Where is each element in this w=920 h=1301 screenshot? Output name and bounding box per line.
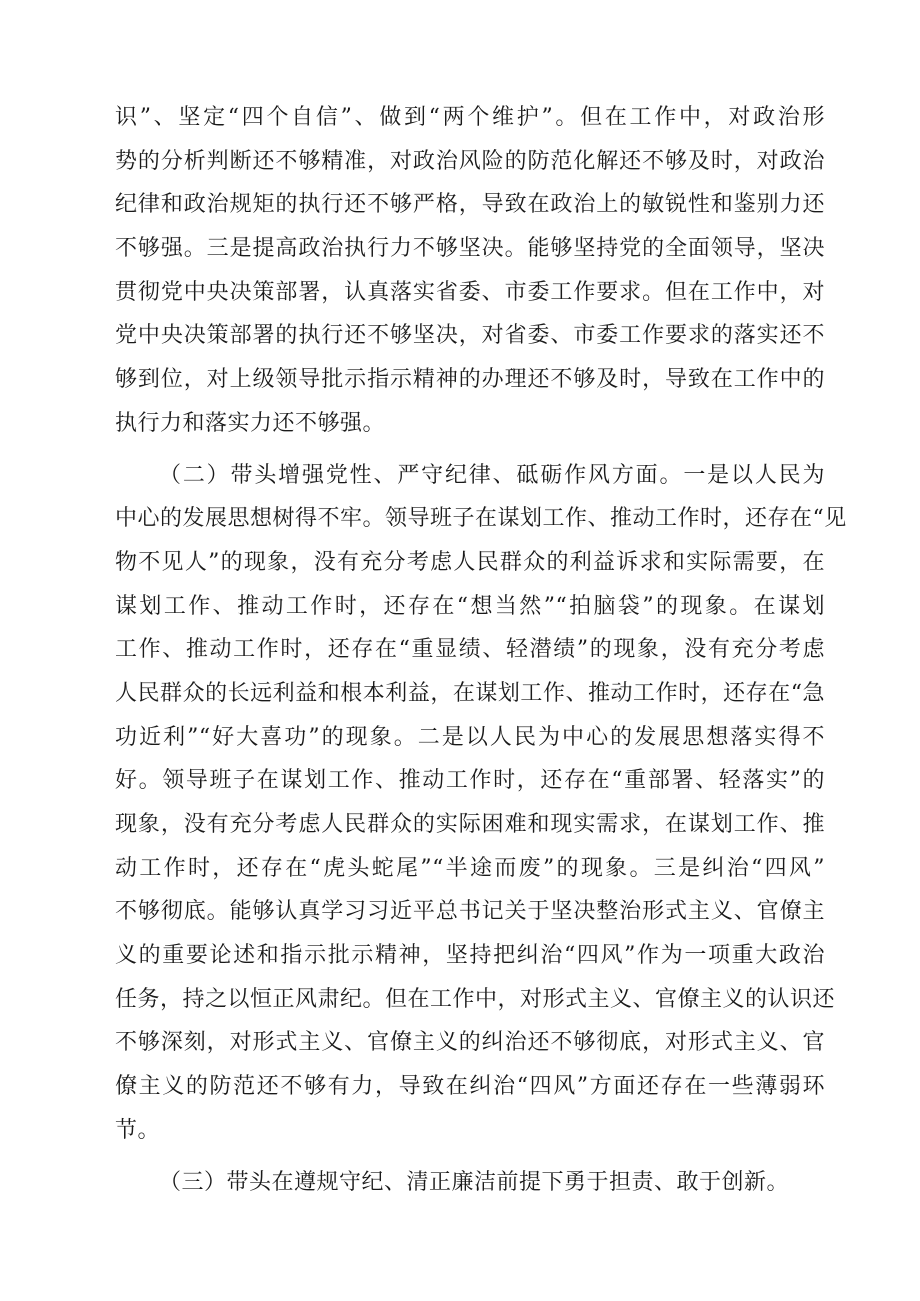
paragraph-line: 任务，持之以恒正风肃纪。但在工作中，对形式主义、官僚主义的认识还 <box>115 986 836 1012</box>
paragraph-line: 贯彻党中央决策部署，认真落实省委、市委工作要求。但在工作中，对 <box>115 279 825 305</box>
paragraph-line: 势的分析判断还不够精准，对政治风险的防范化解还不够及时，对政治 <box>115 148 825 174</box>
paragraph-line: 中心的发展思想树得不牢。领导班子在谋划工作、推动工作时，还存在“见 <box>115 506 847 532</box>
paragraph-line: 功近利”“好大喜功”的现象。二是以人民为中心的发展思想落实得不 <box>115 724 825 750</box>
paragraph-line: 执行力和落实力还不够强。 <box>115 410 386 436</box>
paragraph-line: 好。领导班子在谋划工作、推动工作时，还存在“重部署、轻落实”的 <box>115 768 825 794</box>
paragraph-line: 工作、推动工作时，还存在“重显绩、轻潜绩”的现象，没有充分考虑 <box>115 637 825 663</box>
paragraph-line: 现象，没有充分考虑人民群众的实际困难和现实需求，在谋划工作、推 <box>115 812 825 837</box>
paragraph-gap <box>115 1153 825 1161</box>
paragraph-line: 人民群众的长远利益和根本利益，在谋划工作、推动工作时，还存在“急 <box>115 680 825 706</box>
paragraph-line: 不够彻底。能够认真学习习近平总书记关于坚决整治形式主义、官僚主 <box>115 899 825 925</box>
paragraph-line: 谋划工作、推动工作时，还存在“想当然”“拍脑袋”的现象。在谋划 <box>115 593 825 619</box>
paragraph-line: （三）带头在遵规守纪、清正廉洁前提下勇于担责、敢于创新。 <box>159 1169 790 1195</box>
paragraph-gap <box>115 446 825 454</box>
paragraph-line: 识”、坚定“四个自信”、做到“两个维护”。但在工作中，对政治形 <box>115 105 825 130</box>
paragraph-line: 不够强。三是提高政治执行力不够坚决。能够坚持党的全面领导，坚决 <box>115 236 825 262</box>
paragraph-line: 党中央决策部署的执行还不够坚决，对省委、市委工作要求的落实还不 <box>115 323 825 349</box>
paragraph-line: 纪律和政治规矩的执行还不够严格，导致在政治上的敏锐性和鉴别力还 <box>115 192 825 218</box>
paragraph-line: 节。 <box>115 1117 161 1143</box>
document-body <box>115 96 847 1204</box>
paragraph-line: 物不见人”的现象，没有充分考虑人民群众的利益诉求和实际需要，在 <box>115 549 825 575</box>
paragraph-line: 动工作时，还存在“虎头蛇尾”“半途而废”的现象。三是纠治“四风” <box>115 855 826 881</box>
paragraph-3 <box>115 1161 825 1205</box>
paragraph-line: 够到位，对上级领导批示指示精神的办理还不够及时，导致在工作中的 <box>115 367 825 393</box>
paragraph-2 <box>115 454 847 1153</box>
paragraph-line: （二）带头增强党性、严守纪律、砥砺作风方面。一是以人民为 <box>159 462 825 488</box>
paragraph-line: 义的重要论述和指示批示精神，坚持把纠治“四风”作为一项重大政治 <box>115 943 825 969</box>
paragraph-line: 僚主义的防范还不够有力，导致在纠治“四风”方面还存在一些薄弱环 <box>115 1074 825 1100</box>
paragraph-line: 不够深刻，对形式主义、官僚主义的纠治还不够彻底，对形式主义、官 <box>115 1030 825 1056</box>
paragraph-1 <box>115 96 825 446</box>
